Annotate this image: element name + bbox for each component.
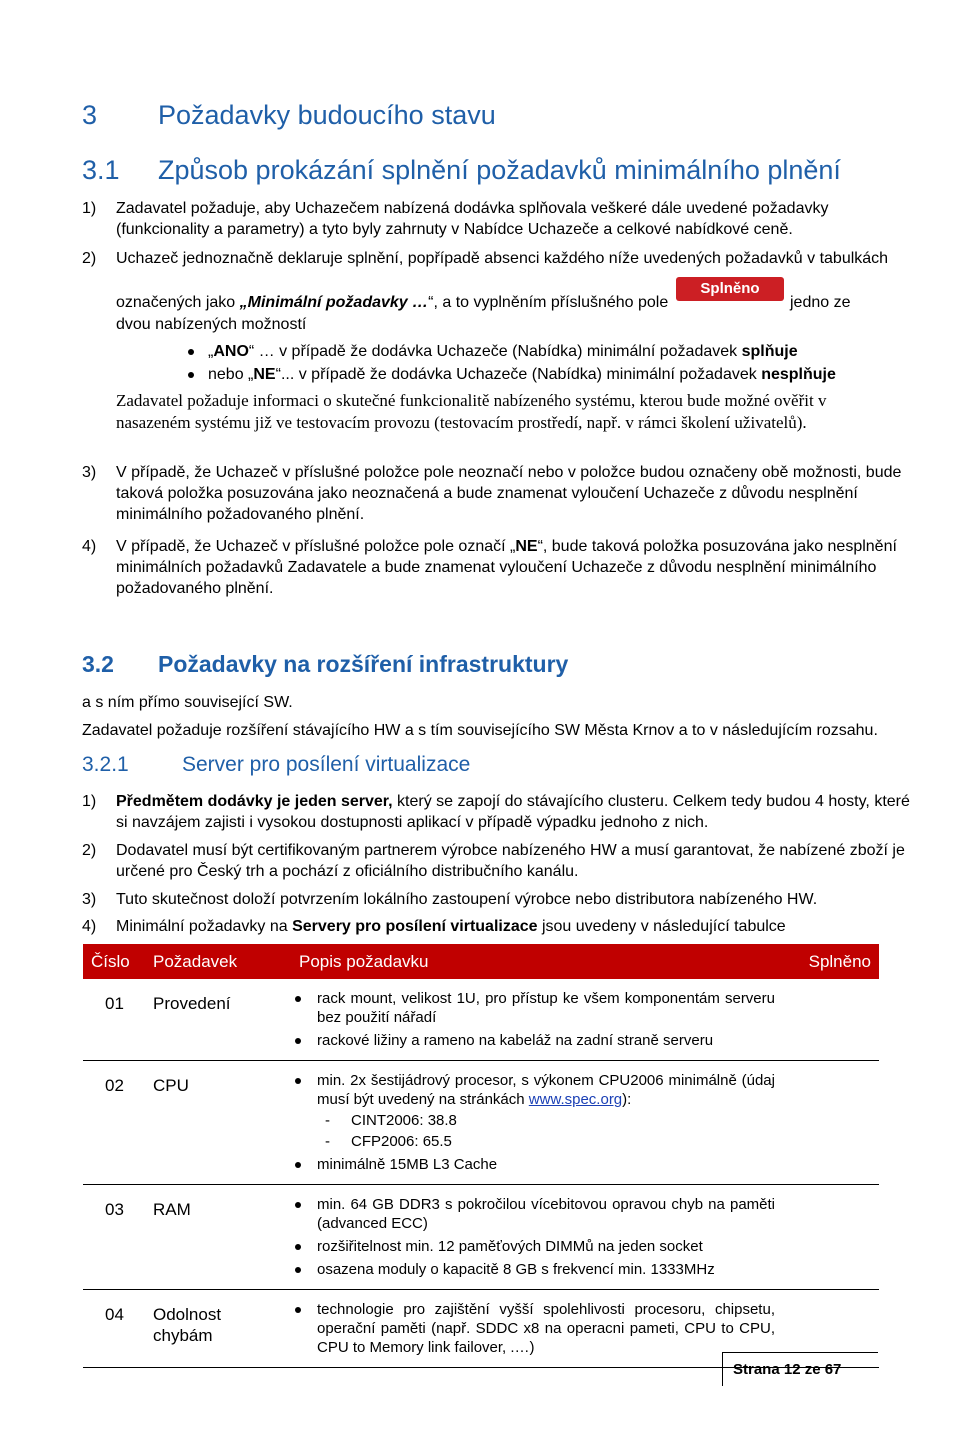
heading-text: Způsob prokázání splnění požadavků minimálního plnění (158, 155, 841, 185)
emphasis: NE (253, 366, 276, 383)
list-item (82, 536, 916, 599)
header-cislo: Číslo (83, 944, 145, 979)
bullet-icon (295, 1202, 301, 1208)
footer-divider (722, 1352, 723, 1386)
page-number: Strana 12 ze 67 (733, 1361, 842, 1378)
list-number: 1) (82, 793, 97, 810)
text: rackové ližiny a rameno na kabeláž na zadní straně serveru (317, 1032, 714, 1049)
header-popis: Popis požadavku (291, 944, 783, 979)
bullet-icon (295, 1307, 301, 1313)
heading-text: Požadavky budoucího stavu (158, 100, 496, 130)
sub-item (317, 1111, 775, 1130)
note-paragraph: Zadavatel požaduje informaci o skutečné funkcionalitě nabízeného systému, kterou bude možné ověřit v nasazeném systému již ve testovacím provozu (testovacím prostředí, např. v rámci školení uživatelů). (116, 391, 827, 432)
dash-icon: - (325, 1112, 330, 1129)
spec-link[interactable]: www.spec.org (528, 1091, 623, 1108)
list-item (82, 840, 916, 882)
bullet-icon (295, 1244, 301, 1250)
emphasis: Servery pro posílení virtualizace (292, 918, 538, 935)
emphasis: nesplňuje (761, 366, 836, 383)
heading-3-2 (82, 650, 568, 678)
bullet-icon (295, 1078, 301, 1084)
bullet-icon (295, 1267, 301, 1273)
heading-number: 3 (82, 100, 98, 130)
dash-icon: - (325, 1133, 330, 1150)
row-name: CPU (145, 1061, 291, 1185)
heading-3-1 (82, 154, 841, 186)
list-item (82, 889, 916, 910)
splneno-badge: Splněno (676, 277, 784, 301)
list-item (291, 1237, 775, 1256)
emphasis: splňuje (741, 343, 798, 360)
list-text: V případě, že Uchazeč v příslušné položce pole označí „ (116, 538, 516, 555)
list-item (82, 248, 916, 269)
text: “ … v případě že dodávka Uchazeče (Nabídka) minimální požadavek (248, 343, 742, 360)
list-number: 2) (82, 250, 97, 267)
heading-number: 3.2 (82, 651, 114, 677)
row-description (291, 979, 783, 1061)
list-item (82, 462, 916, 525)
table-row (83, 1185, 879, 1290)
text: minimálně 15MB L3 Cache (317, 1156, 498, 1173)
list-item (291, 989, 775, 1027)
heading-text: Požadavky na rozšíření infrastruktury (158, 651, 569, 677)
list-number: 1) (82, 200, 97, 217)
text: min. 2x šestijádrový procesor, s výkonem CPU2006 minimálně (údaj musí být uvedený na stránkách (317, 1072, 775, 1108)
list-text: Tuto skutečnost doloží potvrzením lokálního zastoupení výrobce nebo distributora nabízeného HW. (116, 891, 818, 908)
row-fulfilled[interactable] (783, 1061, 879, 1185)
list-text: V případě, že Uchazeč v příslušné položce pole neoznačí nebo v položce budou označeny obě možnosti, bude taková položka posuzována jako neoznačená a bude znamenat vyloučení Uchazeče z důvodu nesplnění minimálního požadovaného plnění. (116, 464, 902, 523)
row-name: RAM (145, 1185, 291, 1290)
list-item (291, 1260, 775, 1279)
row-name: Odolnost chybám (145, 1290, 291, 1368)
list-item (82, 198, 916, 240)
text: technologie pro zajištění vyšší spolehlivosti procesoru, chipsetu, operační paměti (např. SDDC x8 na operacni pameti, CPU to CPU, CPU to Memory link failover, .…) (317, 1301, 775, 1356)
row-name: Provedení (145, 979, 291, 1061)
bullet-icon (295, 996, 301, 1002)
row-number: 01 (83, 979, 145, 1061)
table-row (83, 1290, 879, 1368)
emphasis: Předmětem dodávky je jeden server, (116, 793, 393, 810)
heading-number: 3.1 (82, 155, 120, 185)
paragraph: a s ním přímo související SW. (82, 694, 293, 711)
list-text: “, bude taková položka posuzována jako nesplnění minimálních požadavků Zadavatele a bude znamenat vyloučení Uchazeče z důvodu nesplnění minimálního požadovaného plnění. (116, 538, 897, 597)
emphasis: „Minimální požadavky … (239, 294, 429, 311)
text: rozšiřitelnost min. 12 paměťových DIMMů na jeden socket (317, 1238, 703, 1255)
list-text: Uchazeč jednoznačně deklaruje splnění, popřípadě absenci každého níže uvedených požadavků v tabulkách (116, 250, 889, 267)
row-fulfilled[interactable] (783, 979, 879, 1061)
sub-item (317, 1132, 775, 1151)
row-description (291, 1061, 783, 1185)
list-item (291, 1155, 775, 1174)
row-number: 04 (83, 1290, 145, 1368)
list-text: Dodavatel musí být certifikovaným partnerem výrobce nabízeného HW a musí garantovat, že nabízené zboží je určené pro Český trh a pochází z oficiálního distribučního kanálu. (116, 842, 905, 880)
list-item (291, 1300, 775, 1357)
text: CINT2006: 38.8 (351, 1112, 457, 1129)
bullet-ano (208, 341, 798, 362)
list-item (291, 1071, 775, 1151)
list-text-continued: jedno ze (790, 294, 851, 311)
list-number: 4) (82, 918, 97, 935)
row-number: 02 (83, 1061, 145, 1185)
text: ): (622, 1091, 632, 1108)
text: nebo „ (208, 366, 254, 383)
list-item (291, 1031, 775, 1050)
list-number: 3) (82, 891, 97, 908)
emphasis: NE (515, 538, 538, 555)
bullet-icon (188, 372, 194, 378)
row-description (291, 1290, 783, 1368)
header-pozadavek: Požadavek (145, 944, 291, 979)
heading-3 (82, 99, 496, 131)
text: min. 64 GB DDR3 s pokročilou vícebitovou opravou chyb na paměti (advanced ECC) (317, 1196, 775, 1232)
list-item (291, 1195, 775, 1233)
text: osazena moduly o kapacitě 8 GB s frekvencí min. 1333MHz (317, 1261, 715, 1278)
paragraph: Zadavatel požaduje rozšíření stávajícího HW a s tím souvisejícího SW Města Krnov a to v následujícím rozsahu. (82, 722, 878, 739)
row-description (291, 1185, 783, 1290)
list-item (82, 916, 916, 937)
list-text: Minimální požadavky na (116, 918, 293, 935)
row-fulfilled[interactable] (783, 1185, 879, 1290)
table-header-row (83, 944, 879, 979)
list-text-continued: dvou nabízených možností (116, 316, 307, 333)
list-text: Zadavatel požaduje, aby Uchazečem nabízená dodávka splňovala veškeré dále uvedené požadavky (funkcionality a parametry) a tyto byly zahrnuty v Nabídce Uchazeče a celkové nabídkové ceně. (116, 200, 829, 238)
list-number: 4) (82, 538, 97, 555)
text: označených jako (116, 294, 240, 311)
row-fulfilled[interactable] (783, 1290, 879, 1368)
text: CFP2006: 65.5 (351, 1133, 452, 1150)
list-text: který se zapojí do stávajícího clusteru. Celkem tedy budou 4 hosty, které si navzájem zajisti i vysokou dostupnosti aplikací v případě výpadku jednoho z nich. (116, 793, 910, 831)
row-number: 03 (83, 1185, 145, 1290)
text: „ (208, 343, 214, 360)
bullet-icon (295, 1038, 301, 1044)
heading-text: Server pro posílení virtualizace (182, 753, 471, 776)
text: rack mount, velikost 1U, pro přístup ke všem komponentám serveru bez použití nářadí (317, 990, 775, 1026)
list-item (82, 791, 916, 833)
footer-divider (722, 1352, 878, 1353)
table-row (83, 979, 879, 1061)
list-number: 3) (82, 464, 97, 481)
list-number: 2) (82, 842, 97, 859)
requirements-table (83, 944, 879, 1368)
table-row (83, 1061, 879, 1185)
text: “... v případě že dodávka Uchazeče (Nabídka) minimální požadavek (275, 366, 762, 383)
heading-number: 3.2.1 (82, 753, 129, 776)
header-splneno: Splněno (783, 944, 879, 979)
list-text: jsou uvedeny v následující tabulce (537, 918, 786, 935)
heading-3-2-1 (82, 752, 470, 778)
bullet-icon (188, 349, 194, 355)
emphasis: ANO (213, 343, 249, 360)
bullet-icon (295, 1162, 301, 1168)
text: “, a to vyplněním příslušného pole (428, 294, 669, 311)
bullet-ne (208, 364, 836, 385)
